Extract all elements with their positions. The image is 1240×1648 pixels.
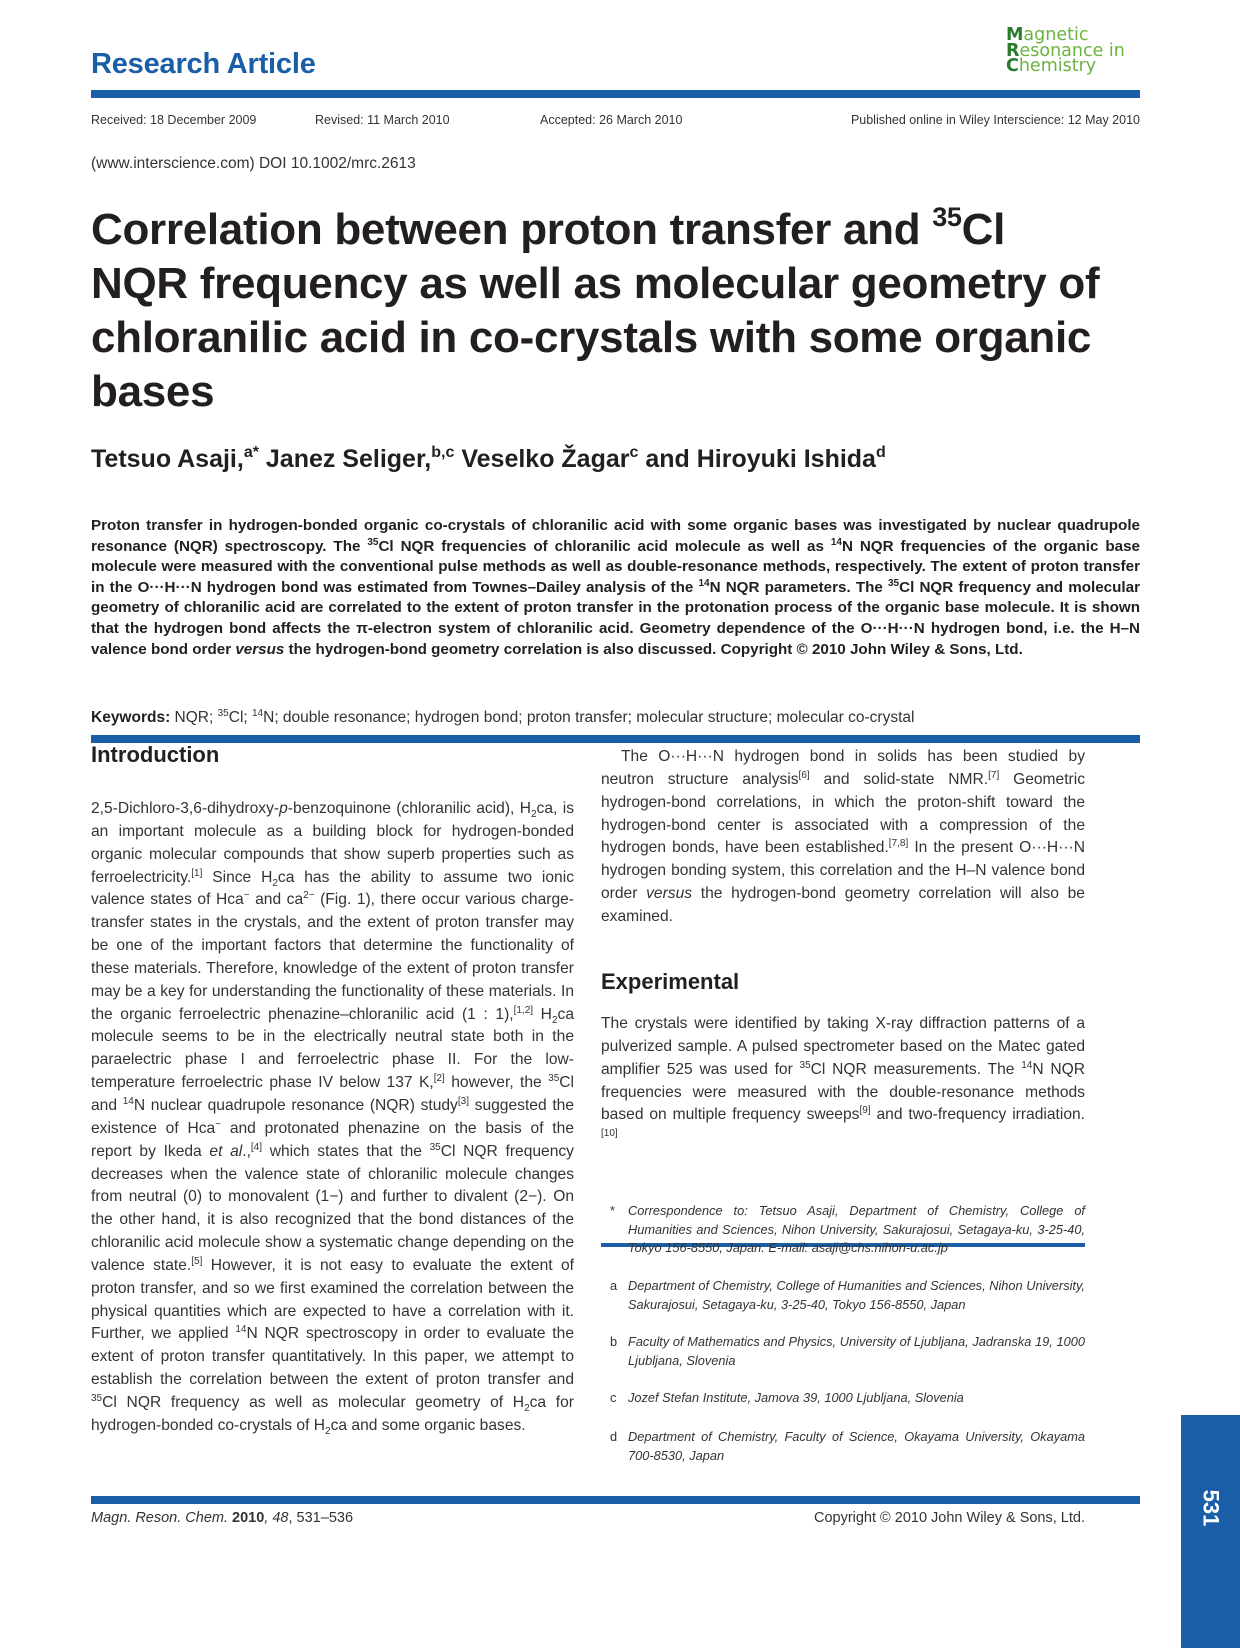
journal-citation: Magn. Reson. Chem. 2010, 48, 531–536: [91, 1510, 354, 1526]
footer-rule: [91, 1496, 1140, 1504]
keywords: Keywords: NQR; $^{35}$Cl; $^{14}$N; double resonance; hydrogen bond; proton transfer; molecular structure; molecular co-crystal: [91, 707, 915, 726]
author-name: Janez Seliger,: [258, 445, 432, 473]
journal-logo: Magnetic Resonance in Chemistry: [1006, 25, 1125, 76]
experimental-text: The crystals were identified by taking X-ray diffraction patterns of a pulverized sample. A pulsed spectrometer based on the Matec gated amplifier 525 was used for $^{35}$Cl NQR measurements. The $^{14}$N NQR frequencies were measured with the double-resonance methods based on multiple frequency sweeps[9] and two-frequency irradiation.[10]: [601, 1015, 1086, 1140]
revised-date: Revised: 11 March 2010: [315, 113, 450, 127]
footnote-affiliation-b: b Faculty of Mathematics and Physics, University of Ljubljana, Jadranska 19, 1000 Ljubljana, Slovenia: [610, 1334, 1085, 1368]
section-label: Research Article: [91, 48, 316, 80]
abstract: Proton transfer in hydrogen-bonded organic co-crystals of chloranilic acid with some organic bases was investigated by nuclear quadrupole resonance (NQR) spectroscopy. The $^{35}$Cl NQR frequencies of chloranilic acid molecule as well as $^{14}$N NQR frequencies of the organic base molecule were measured with the conventional pulse methods as well as double-resonance methods, respectively. The extent of proton transfer in the O···H···N hydrogen bond was estimated from Townes–Dailey analysis of the $^{14}$N NQR parameters. The $^{35}$Cl NQR frequency and molecular geometry of chloranilic acid are correlated to the extent of proton transfer in the protonation process of the organic base molecule. It is shown that the hydrogen bond affects the π-electron system of chloranilic acid. Geometry dependence of the O···H···N hydrogen bond, i.e. the H–N valence bond order versus the hydrogen-bond geometry correlation is also discussed. Copyright © 2010 John Wiley & Sons, Ltd.: [91, 517, 1140, 658]
abstract-rule: [91, 735, 1140, 743]
footnote-affiliation-d: d Department of Chemistry, Faculty of Science, Okayama University, Okayama 700-8530, Japan: [610, 1429, 1085, 1463]
intro-continued-text: The O···H···N hydrogen bond in solids has been studied by neutron structure analysis[6] and solid-state NMR.[7] Geometric hydrogen-bond correlations, in which the proton-shift toward the hydrogen-bond center is associated with a compression of the hydrogen bonds, have been established.[7,8] In the present O···H···N hydrogen bonding system, this correlation and the H–N valence bond order versus the hydrogen-bond geometry correlation will also be examined.: [601, 748, 1085, 925]
introduction-heading: Introduction: [91, 742, 220, 767]
author-list: Tetsuo Asaji,$^{a*}$ Janez Seliger,$^{b,c}$ Veselko Žagar$^c$ and Hiroyuki Ishida$^d$: [91, 444, 886, 473]
accepted-date: Accepted: 26 March 2010: [540, 113, 683, 127]
page-number-tab: [1181, 1415, 1240, 1648]
author-name: Veselko Žagar: [454, 445, 630, 473]
page-number: 531: [1198, 1489, 1224, 1527]
author-name: Tetsuo Asaji,: [91, 445, 244, 473]
article-title: Correlation between proton transfer and $^{35}$Cl NQR frequency as well as molecular geometry of chloranilic acid in co-crystals with some organic bases: [91, 202, 1100, 416]
received-date: Received: 18 December 2009: [91, 113, 257, 127]
introduction-text: 2,5-Dichloro-3,6-dihydroxy-p-benzoquinone (chloranilic acid), $H_2ca$, is an important molecule as a building block for hydrogen-bonded organic molecular compounds that show superb properties such as ferroelectricity.[1] Since $H_2ca$ has the ability to assume two ionic valence states of Hca− and $ca^{2-}$ (Fig. 1), there occur various charge-transfer states in the crystals, and the extent of proton transfer may be one of the important factors that determine the functionality of these materials. Therefore, knowledge of the extent of proton transfer may be a key for understanding the functionality of these materials. In the organic ferroelectric phenazine–chloranilic acid (1 : 1),[1,2] $H_2ca$ molecule seems to be in the electrically neutral state both in the paraelectric phase I and ferroelectric phase II. For the low-temperature ferroelectric phase IV below 137 K,[2] however, the $^{35}$Cl and $^{14}$N nuclear quadrupole resonance (NQR) study[3] suggested the existence of Hca− and protonated phenazine on the basis of the report by Ikeda et al.,[4] which states that the $^{35}$Cl NQR frequency decreases when the valence state of chloranilic molecule changes from neutral (0) to monovalent (1−) and further to divalent (2−). On the other hand, it is also recognized that the bond distances of the chloranilic acid molecule show a systematic change depending on the valence state.[5] However, it is not easy to evaluate the extent of proton transfer, and so we first examined the correlation between the physical quantities which are expected to have a correlation with it. Further, we applied $^{14}$N NQR spectroscopy in order to evaluate the extent of proton transfer quantitatively. In this paper, we attempt to establish the correlation between the extent of proton transfer and $^{35}$Cl NQR frequency as well as molecular geometry of $H_2ca$ for hydrogen-bonded co-crystals of $H_2ca$ and some organic bases.: [91, 800, 575, 1437]
doi: (www.interscience.com) DOI 10.1002/mrc.2613: [91, 155, 416, 172]
footer-copyright: Copyright © 2010 John Wiley & Sons, Ltd.: [813, 1510, 1085, 1526]
published-date: Published online in Wiley Interscience: 12 May 2010: [850, 113, 1140, 127]
footnote-correspondence: * Correspondence to: Tetsuo Asaji, Department of Chemistry, College of Humanities and Sciences, Nihon University, Sakurajosui, Setagaya-ku, 3-25-40, Tokyo 156-8550, Japan. E-mail: asaji@chs.nihon-u.ac.jp: [610, 1203, 1085, 1255]
experimental-heading: Experimental: [601, 969, 740, 994]
footnote-affiliation-a: a Department of Chemistry, College of Humanities and Sciences, Nihon University, Sakurajosui, Setagaya-ku, 3-25-40, Tokyo 156-8550, Japan: [610, 1278, 1085, 1312]
author-name: and Hiroyuki Ishida: [638, 445, 876, 473]
header-rule: [91, 90, 1140, 98]
footnote-affiliation-c: c Jozef Stefan Institute, Jamova 39, 1000 Ljubljana, Slovenia: [610, 1390, 964, 1405]
